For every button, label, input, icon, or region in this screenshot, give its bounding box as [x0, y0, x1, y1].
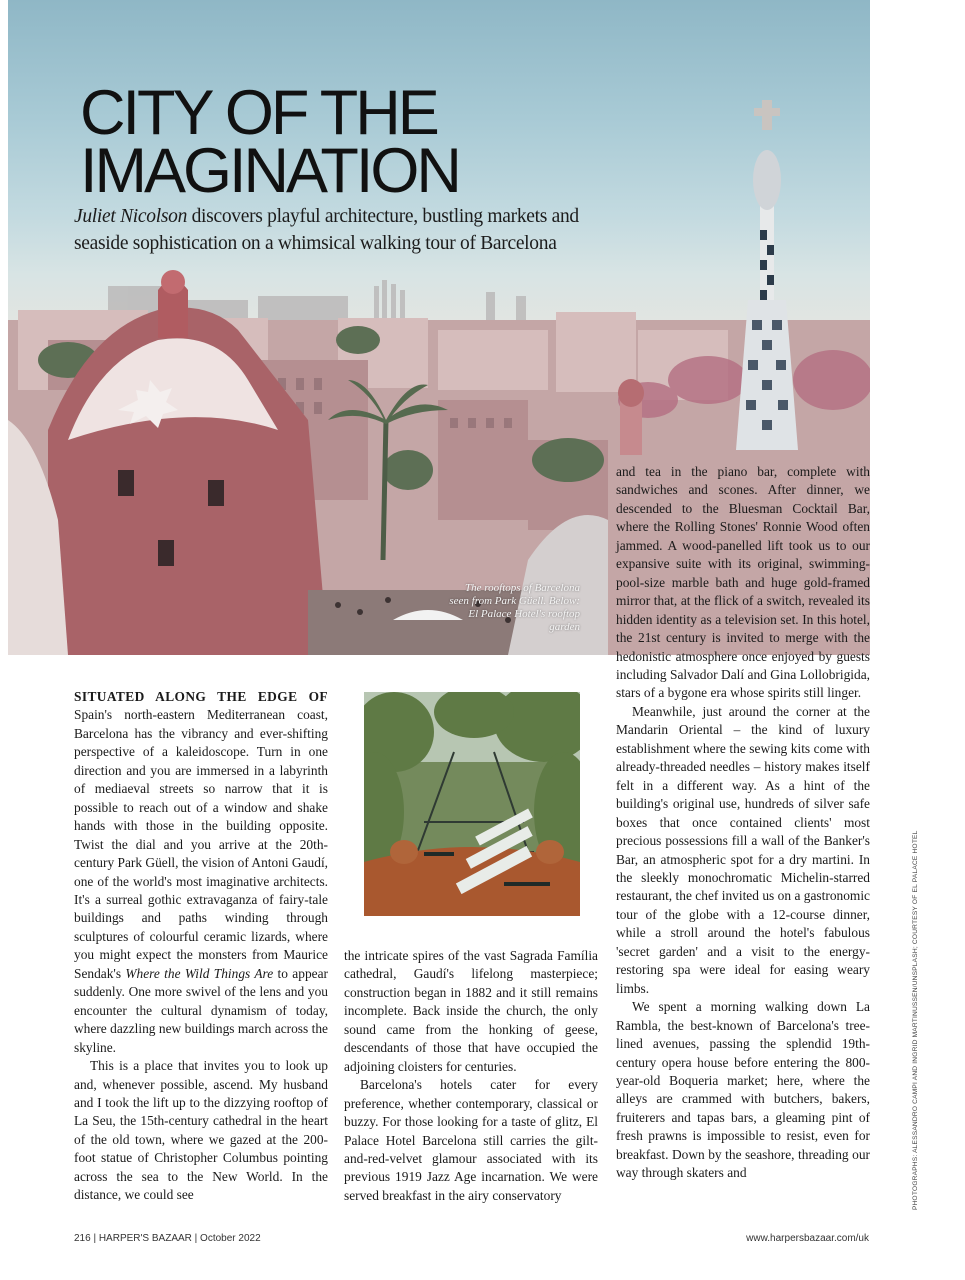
lead-in: SITUATED ALONG THE EDGE OF [74, 689, 328, 704]
body-column-3 [616, 463, 870, 1183]
rooftop-garden-illustration [364, 692, 580, 916]
body-paragraph: Meanwhile, just around the corner at the Mandarin Oriental – the kind of luxury establishment where the sewing kits come with already-threaded needles – history makes itself felt in a different way. As a hint of the building's original use, hundreds of silver safe boxes that once contained clients' most precious possessions fill a wall of the Banker's Bar, an atmospheric spot for a dry martini. In the sleekly monochromatic Michelin-starred restaurant, the chef invited us on a gastronomic tour of the globe with a 12-course dinner, while a stroll around the hotel's fabulous 'secret garden' and a visit to the energy-restoring spa were ideal for easing weary limbs. [616, 703, 870, 996]
headline-line-2: IMAGINATION [80, 136, 459, 206]
body-paragraph: the intricate spires of the vast Sagrada Família cathedral, Gaudí's lifelong masterpiece; construction began in 1882 and it still remains incomplete. Back inside the church, the only sound came from the honking of geese, descendants of those that have occupied the adjoining cloisters for centuries. [344, 948, 598, 1074]
photo-caption: The rooftops of Barcelona seen from Park Güell. Below: El Palace Hotel's rooftop garden [449, 582, 580, 633]
body-paragraph: This is a place that invites you to look up and, whenever possible, ascend. My husband and I took the lift up to the dizzying rooftop of La Seu, the 15th-century cathedral in the heart of the old town, where we gazed at the 200-foot statue of Christopher Columbus pointing across the sea to the New World. In the distance, we could see [74, 1058, 328, 1203]
standfirst [74, 203, 594, 257]
rooftop-garden-photo [364, 692, 580, 916]
body-paragraph: and tea in the piano bar, complete with sandwiches and scones. After dinner, we descended to the Bluesman Cocktail Bar, where the Rolling Stones' Ronnie Wood often jammed. A wood-panelled lift took us to our expansive suite with its original, swimming-pool-size marble bath and huge gold-framed mirror that, at the flick of a switch, revealed its hidden identity as a television set. In this hotel, the 21st century is invited to merge with the hedonistic atmosphere once enjoyed by guests including Salvador Dalí and Gina Lollobrigida, stars of a bygone era whose spirits still linger. [616, 464, 870, 701]
body-paragraph: We spent a morning walking down La Rambla, the best-known of Barcelona's tree-lined avenues, passing the splendid 19th-century opera house before entering the 800-year-old Boqueria market; here, where the alleys are crammed with butchers, bakers, fruiterers and tapas bars, a gleaming pint of fresh prawns is impossible to resist, even for breakfast. Down by the seashore, threading our way through skaters and [616, 999, 870, 1181]
article-headline [80, 78, 459, 206]
body-column-2 [344, 947, 598, 1205]
author-name: Juliet Nicolson [74, 206, 188, 227]
headline-line-1: CITY OF THE [80, 78, 437, 148]
standfirst-text: discovers playful architecture, bustling markets and seaside sophistication on a whimsical walking tour of Barcelona [74, 206, 579, 254]
body-paragraph: Barcelona's hotels cater for every preference, whether contemporary, classical or buzzy. For those looking for a taste of glitz, El Palace Hotel Barcelona still carries the gilt-and-red-velvet glamour associated with its previous 1919 Jazz Age incarnation. We were served breakfast in the airy conservatory [344, 1077, 598, 1203]
photo-credits: PHOTOGRAPHS: ALESSANDRO CAMPI AND INGRID MARTINUSSEN/UNSPLASH; COURTESY OF EL PALACE HOTEL [912, 830, 919, 1210]
page-folio: 216 | HARPER'S BAZAAR | October 2022 [74, 1233, 261, 1244]
website-url: www.harpersbazaar.com/uk [746, 1233, 869, 1244]
body-paragraph [74, 688, 328, 1057]
paragraph-text: Spain's north-eastern Mediterranean coast, Barcelona has the vibrancy and ever-shifting perspective of a kaleidoscope. Turn in one direction and you are immersed in a labyrinth of mediaeval streets so narrow that it is possible to reach out of a window and shake hands with those in the building opposite. Twist the dial and you arrive at the 20th-century Park Güell, the vision of Antoni Gaudí, one of the world's most imaginative architects. It's a surreal gothic extravaganza of fairy-tale buildings and paths winding through sculptures of colourful ceramic lizards, where you might expect the monsters from Maurice Sendak's [74, 707, 329, 981]
book-title: Where the Wild Things Are [125, 965, 274, 981]
paragraph-text: to appear suddenly. One more swivel of the lens and you encounter the cultural dynamism of today, where dazzling new buildings march across the skyline. [74, 965, 328, 1055]
body-column-1 [74, 688, 328, 1205]
